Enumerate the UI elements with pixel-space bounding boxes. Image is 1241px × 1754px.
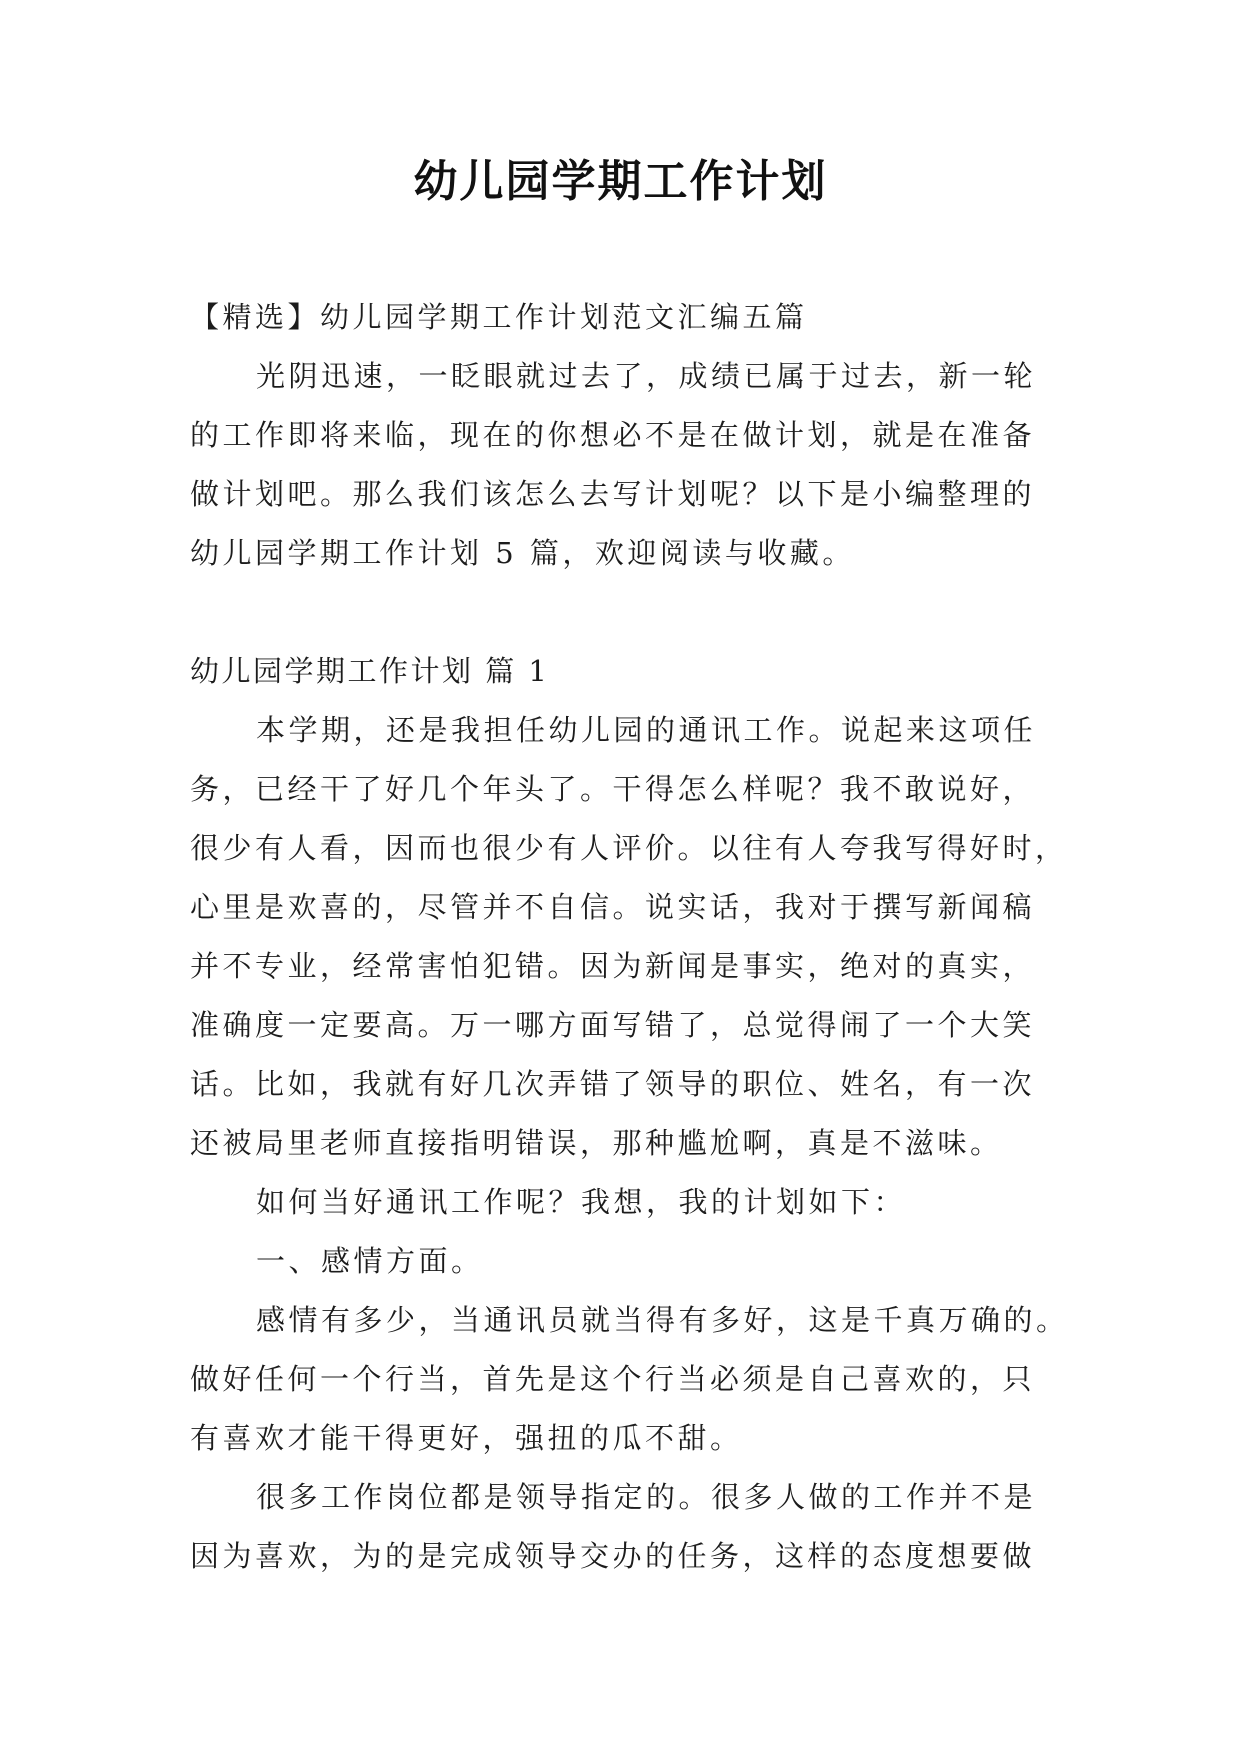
intro-line: 幼儿园学期工作计划 5 篇，欢迎阅读与收藏。: [190, 536, 855, 570]
body-line: 做好任何一个行当，首先是这个行当必须是自己喜欢的，只: [190, 1362, 1036, 1396]
body-line: 很少有人看，因而也很少有人评价。以往有人夸我写得好时，: [190, 831, 1068, 865]
body-line: 如何当好通讯工作呢？我想，我的计划如下：: [256, 1185, 907, 1219]
paragraph-spacer: [190, 583, 1062, 642]
document-body: [190, 288, 1069, 1586]
body-line: 还被局里老师直接指明错误，那种尴尬啊，真是不滋味。: [190, 1126, 1003, 1160]
body-line: 务，已经干了好几个年头了。干得怎么样呢？我不敢说好，: [190, 772, 1036, 806]
intro-line: 光阴迅速，一眨眼就过去了，成绩已属于过去，新一轮: [256, 359, 1037, 393]
document-subtitle: 【精选】幼儿园学期工作计划范文汇编五篇: [190, 300, 808, 334]
body-line: 并不专业，经常害怕犯错。因为新闻是事实，绝对的真实，: [190, 949, 1036, 983]
body-line: 一、感情方面。: [256, 1244, 484, 1278]
body-line: 因为喜欢，为的是完成领导交办的任务，这样的态度想要做: [190, 1539, 1036, 1573]
body-line: 心里是欢喜的，尽管并不自信。说实话，我对于撰写新闻稿: [190, 890, 1036, 924]
intro-line: 的工作即将来临，现在的你想必不是在做计划，就是在准备: [190, 418, 1036, 452]
body-line: 感情有多少，当通讯员就当得有多好，这是千真万确的。: [256, 1303, 1069, 1337]
body-line: 很多工作岗位都是领导指定的。很多人做的工作并不是: [256, 1480, 1037, 1514]
section-heading: 幼儿园学期工作计划 篇 1: [190, 654, 550, 688]
body-line: 本学期，还是我担任幼儿园的通讯工作。说起来这项任: [256, 713, 1037, 747]
document-title: 幼儿园学期工作计划: [413, 156, 828, 207]
body-line: 有喜欢才能干得更好，强扭的瓜不甜。: [190, 1421, 743, 1455]
body-line: 准确度一定要高。万一哪方面写错了，总觉得闹了一个大笑: [190, 1008, 1036, 1042]
body-line: 话。比如，我就有好几次弄错了领导的职位、姓名，有一次: [190, 1067, 1036, 1101]
intro-line: 做计划吧。那么我们该怎么去写计划呢？以下是小编整理的: [190, 477, 1036, 511]
